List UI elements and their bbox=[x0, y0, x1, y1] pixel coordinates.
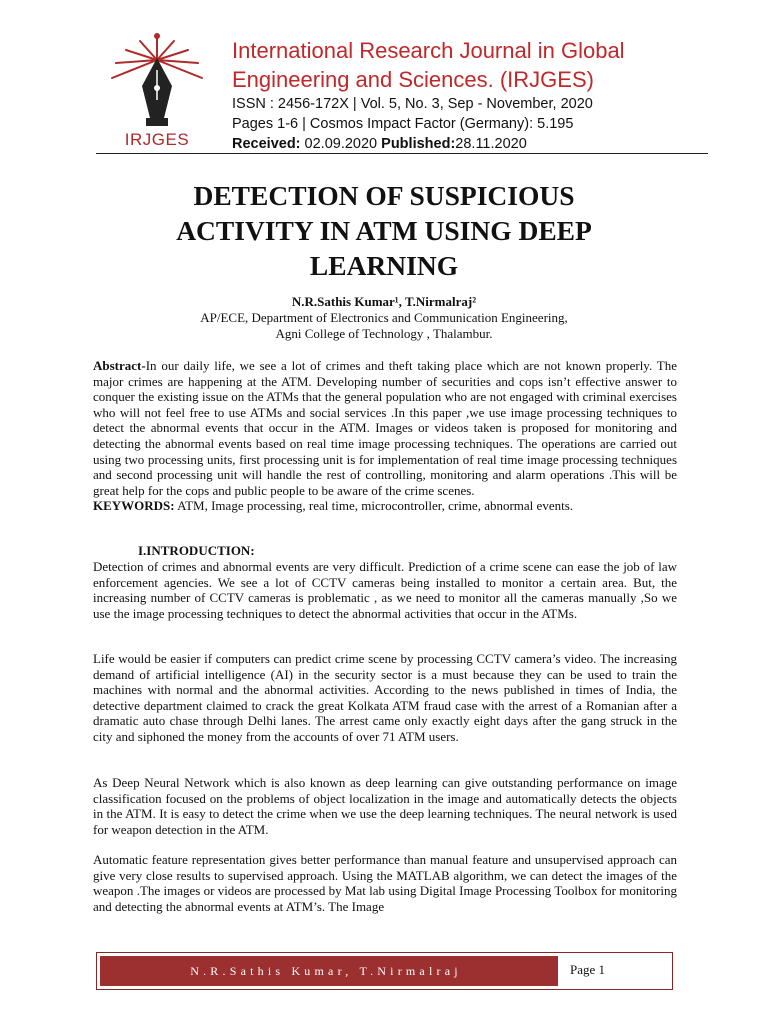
received-date: 02.09.2020 bbox=[304, 136, 378, 152]
journal-logo bbox=[102, 30, 212, 150]
keywords-text: ATM, Image processing, real time, microcontroller, crime, abnormal events. bbox=[174, 498, 574, 514]
pen-nib-icon bbox=[102, 30, 212, 130]
received-label: Received: bbox=[232, 136, 301, 152]
footer-authors: N.R.Sathis Kumar, T.Nirmalraj bbox=[190, 964, 462, 978]
intro-paragraph-4: Automatic feature representation gives better performance than manual feature and unsupervised approach can give very close results to supervised approach. Using the MATLAB algorithm, we can detect the images of the weapon .The images or videos are processed by Mat lab using Digital Image Processing Toolbox for monitoring and detecting the abnormal events at ATM’s. The Image bbox=[93, 852, 677, 914]
title-line1: DETECTION OF SUSPICIOUS bbox=[193, 180, 575, 211]
journal-name-line2: Engineering and Sciences. (IRJGES) bbox=[232, 67, 594, 92]
journal-header bbox=[96, 22, 708, 154]
abstract-text: In our daily life, we see a lot of crimes and theft taking place which are not known properly. The major crimes are happening at the ATM. Developing number of securities and cops isn’t effective answer to conquer the existing issue on the ATMs that the general population who are not engaged with criminal exercises who will not feel free to use ATMs and social services .In this paper ,we use image processing techniques to detect the abnormal events that occur in the ATM. Images or videos taken is proposed for monitoring and detecting the abnormal events based on real time image processing techniques. The operations are carried out using two processing units, first processing unit is for implementation of real time image processing techniques and second processing unit will handle the rest of controlling, monitoring and alarm operations .This will be great help for the cops and public people to be aware of the crime scenes. bbox=[93, 358, 677, 498]
dates-line bbox=[232, 134, 593, 154]
published-date: 28.11.2020 bbox=[455, 136, 527, 152]
journal-meta bbox=[232, 94, 593, 154]
page-footer bbox=[96, 952, 673, 990]
keywords-label: KEYWORDS: bbox=[93, 498, 175, 514]
title-line2: ACTIVITY IN ATM USING DEEP bbox=[176, 215, 592, 246]
journal-name bbox=[232, 36, 625, 94]
abstract-label: Abstract- bbox=[93, 358, 146, 373]
keywords bbox=[93, 498, 677, 514]
title-line3: LEARNING bbox=[309, 250, 459, 281]
affiliation-line1: AP/ECE, Department of Electronics and Communication Engineering, bbox=[200, 310, 568, 325]
affiliation-line2: Agni College of Technology , Thalambur. bbox=[275, 326, 493, 341]
published-label: Published: bbox=[381, 136, 456, 152]
paper-title bbox=[96, 178, 672, 283]
section-heading-introduction: I.INTRODUCTION: bbox=[138, 543, 255, 558]
journal-name-line1: International Research Journal in Global bbox=[232, 38, 625, 63]
intro-paragraph-2: Life would be easier if computers can predict crime scene by processing CCTV camera’s video. The increasing demand of artificial intelligence (AI) in the security sector is a must because they can be used to train the machines with normal and the abnormal activities. According to the news published in times of India, the detective department claimed to crack the great Kolkata ATM fraud case with the arrest of a Romanian after a dramatic auto chase through Delhi lanes. The arrest came only exactly eight days after the gang struck in the city and siphoned the money from the accounts of over 71 ATM users. bbox=[93, 651, 677, 744]
pages-line: Pages 1-6 | Cosmos Impact Factor (Germany): 5.195 bbox=[232, 116, 574, 132]
intro-paragraph-3: As Deep Neural Network which is also known as deep learning can give outstanding performance on image classification focused on the problems of object localization in the image and automatically detects the objects in the ATM. It is easy to detect the crime when we use the deep learning techniques. The neural network is used for weapon detection in the ATM. bbox=[93, 775, 677, 837]
author-names: N.R.Sathis Kumar¹, T.Nirmalraj² bbox=[291, 294, 477, 309]
logo-text: IRJGES bbox=[124, 130, 190, 149]
author-block bbox=[96, 294, 672, 342]
intro-paragraph-1: Detection of crimes and abnormal events are very difficult. Prediction of a crime scene can ease the job of law enforcement agencies. We see a lot of CCTV cameras being installed to monitor a certain area. But, the increasing number of CCTV cameras is problematic , as we need to monitor all the cameras manually ,So we use the image processing techniques to detect the abnormal activities that occur in the ATMs. bbox=[93, 559, 677, 621]
issn-line: ISSN : 2456-172X | Vol. 5, No. 3, Sep - November, 2020 bbox=[232, 96, 593, 112]
abstract bbox=[93, 358, 677, 514]
footer-bar bbox=[100, 956, 669, 986]
page-number: Page 1 bbox=[555, 956, 669, 986]
header-divider bbox=[96, 153, 708, 154]
